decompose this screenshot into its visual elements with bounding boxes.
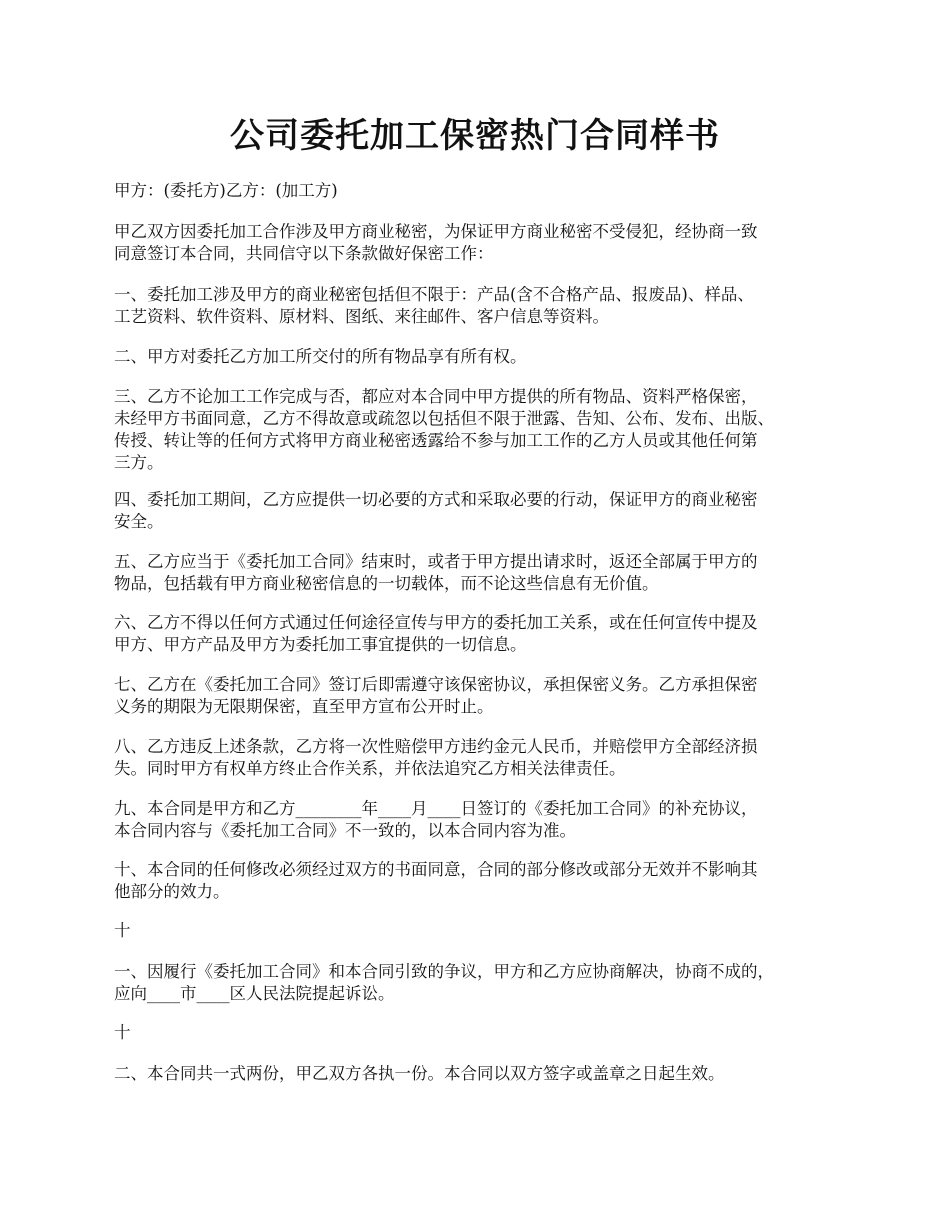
clause-5: 五、乙方应当于《委托加工合同》结束时，或者于甲方提出请求时，返还全部属于甲方的 物品，包括载有甲方商业秘密信息的一切载体，而不论这些信息有无价值。 [114,552,758,593]
clause-11: 一、因履行《委托加工合同》和本合同引致的争议，甲方和乙方应协商解决，协商不成的， 应向____市____区人民法院提起诉讼。 [114,962,774,1003]
clause-3: 三、乙方不论加工工作完成与否，都应对本合同中甲方提供的所有物品、资料严格保密， 未经甲方书面同意，乙方不得故意或疏忽以包括但不限于泄露、告知、公布、发布、出版、 传授、转让等的任何方式将甲方商业秘密透露给不参与加工工作的乙方人员或其他任何第 三方。 [114,387,774,472]
preamble-paragraph: 甲乙双方因委托加工合作涉及甲方商业秘密，为保证甲方商业秘密不受侵犯，经协商一致 同意签订本合同，共同信守以下条款做好保密工作： [114,222,758,263]
parties-line: 甲方：(委托方)乙方：(加工方) [114,181,338,200]
clause-4: 四、委托加工期间，乙方应提供一切必要的方式和采取必要的行动，保证甲方的商业秘密 安全。 [114,490,758,531]
clause-2: 二、甲方对委托乙方加工所交付的所有物品享有所有权。 [114,347,527,366]
clause-7: 七、乙方在《委托加工合同》签订后即需遵守该保密协议，承担保密义务。乙方承担保密 义务的期限为无限期保密，直至甲方宣布公开时止。 [114,675,758,716]
clause-12-number: 十 [114,1023,131,1042]
clause-12: 二、本合同共一式两份，甲乙双方各执一份。本合同以双方签字或盖章之日起生效。 [114,1064,725,1083]
clause-6: 六、乙方不得以任何方式通过任何途径宣传与甲方的委托加工关系，或在任何宣传中提及 甲方、甲方产品及甲方为委托加工事宜提供的一切信息。 [114,613,758,654]
clause-1: 一、委托加工涉及甲方的商业秘密包括但不限于：产品(含不合格产品、报废品)、样品、 工艺资料、软件资料、原材料、图纸、来往邮件、客户信息等资料。 [114,285,754,326]
clause-10: 十、本合同的任何修改必须经过双方的书面同意，合同的部分修改或部分无效并不影响其 他部分的效力。 [114,860,758,901]
clause-8: 八、乙方违反上述条款，乙方将一次性赔偿甲方违约金元人民币，并赔偿甲方全部经济损 失。同时甲方有权单方终止合作关系，并依法追究乙方相关法律责任。 [114,737,758,778]
clause-11-number: 十 [114,921,131,940]
clause-9: 九、本合同是甲方和乙方________年____月____日签订的《委托加工合同》的补充协议， 本合同内容与《委托加工合同》不一致的，以本合同内容为准。 [114,799,758,840]
document-title: 公司委托加工保密热门合同样书 [230,116,720,156]
